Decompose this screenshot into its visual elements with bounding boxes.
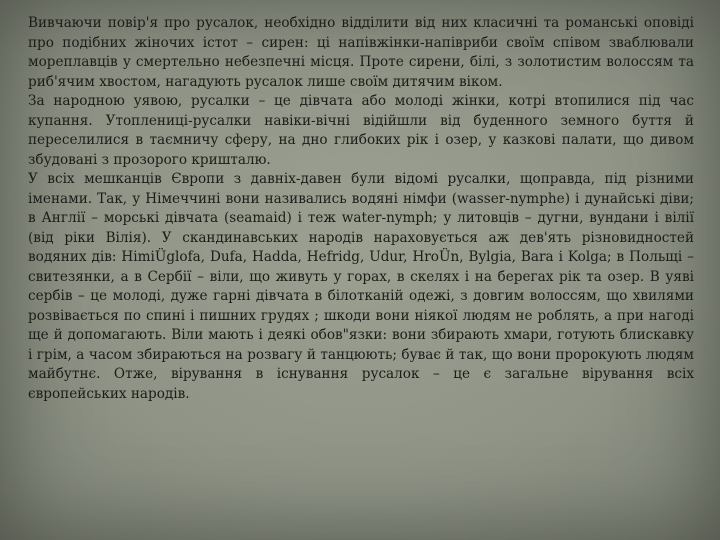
paragraph-drowned-maidens: За народною уявою, русалки – це дівчата або молоді жінки, котрі втопилися під час купання. Утоплениці-русалки навіки-вічні відійшли від буденного земного буття й переселилися в таємничу сферу, на дно глибоких рік і озер, у казкові палати, що дивом збудовані з прозорого кришталю. (28, 93, 694, 168)
paragraph-sirens: Вивчаючи повір'я про русалок, необхідно відділити від них класичні та романські оповіді про подібних жіночих істот – сирен: ці напівжінки-напівриби своїм співом зваблювали мореплавців у смертельно небезпечні місця. Проте сирени, білі, з золотистим волоссям та риб'ячим хвостом, нагадують русалок лише своїм дитячим віком. (28, 15, 694, 90)
paragraph-european-names: У всіх мешканців Європи з давніх-давен були відомі русалки, щоправда, під різними іменами. Так, у Німеччині вони називались водяні німфи (wasser-nymphe) і дунайські діви; в Англії – морські дівчата (seamaid) і теж water-nymph; у литовців – дугни, вундани і вілії (від ріки Вілія). У скандинавських народів нараховується аж дев'ять різновидностей водяних дів: HimiÜglofa, Dufa, Hadda, Hefridg, Udur, HroÜn, Bylgia, Bara і Kolga; в Польщі – свитезянки, а в Сербії – віли, що живуть у горах, в скелях і на берегах рік та озер. В уяві сербів – це молоді, дуже гарні дівчата в білотканій одежі, з довгим волоссям, що хвилями розвівається по спині і пишних грудях ; шкоди вони ніякої людям не роблять, а при нагоді ще й допомагають. Віли мають і деякі обов"язки: вони збирають хмари, готують блискавку і грім, а часом збираються на розвагу й танцюють; буває й так, що вони пророкують людям майбутнє. Отже, вірування в існування русалок – це є загальне вірування всіх європейських народів. (28, 171, 694, 402)
body-text-frame (28, 14, 694, 534)
